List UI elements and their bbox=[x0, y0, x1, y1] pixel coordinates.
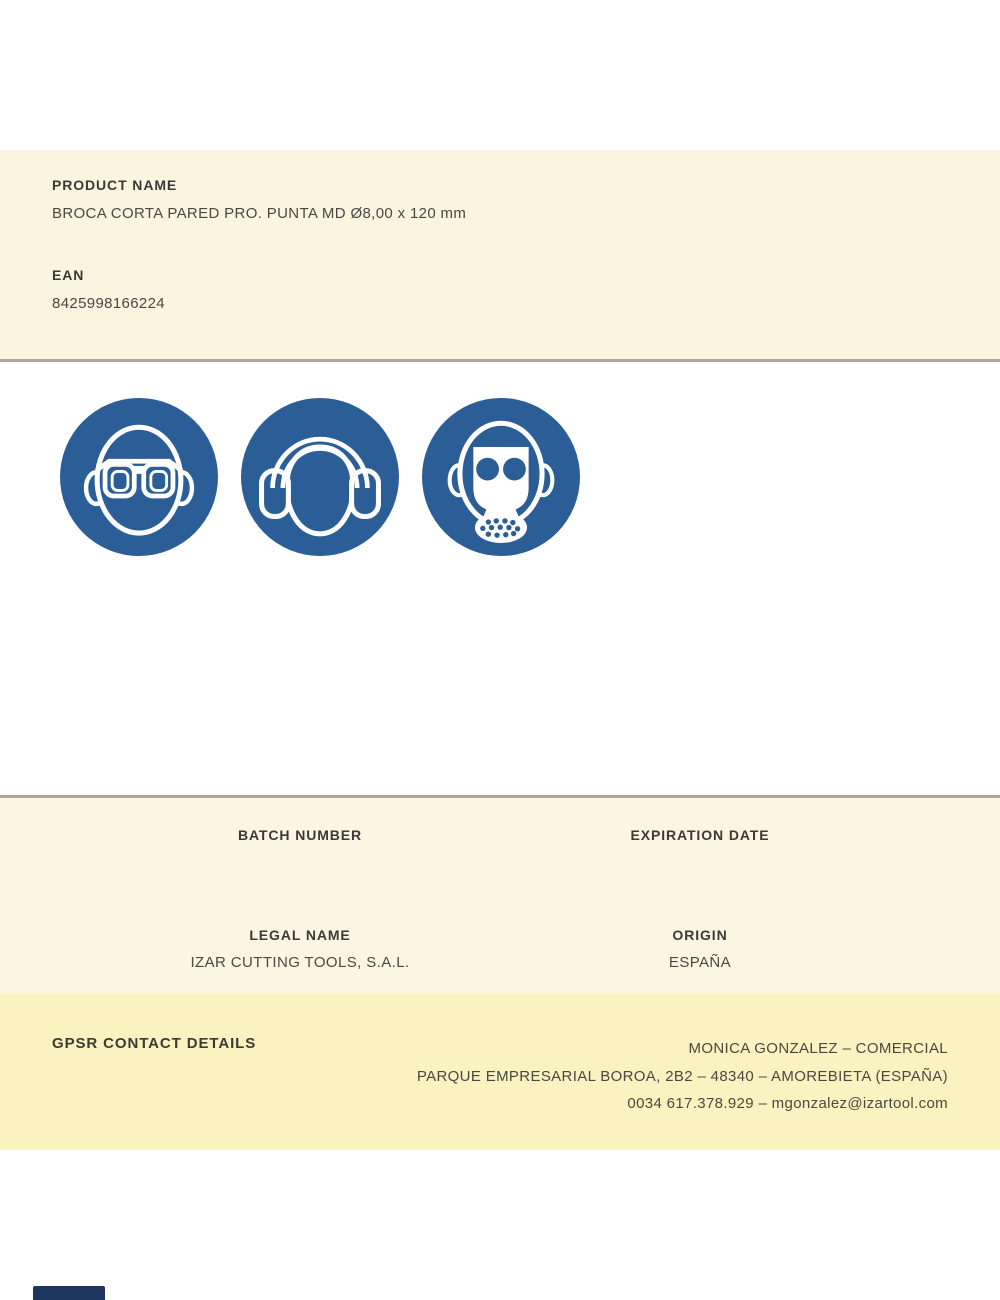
traceability-section bbox=[0, 795, 1000, 1022]
ean-label: EAN bbox=[52, 267, 85, 283]
legal-name-value: IZAR CUTTING TOOLS, S.A.L. bbox=[190, 954, 410, 971]
ean-value: 8425998166224 bbox=[52, 295, 165, 312]
gpsr-contact-block bbox=[417, 1035, 948, 1118]
ear-protection-icon bbox=[241, 398, 399, 556]
gpsr-contact-person: MONICA GONZALEZ – COMERCIAL bbox=[688, 1040, 948, 1057]
gpsr-contact-section bbox=[0, 993, 1000, 1150]
origin-label: ORIGIN bbox=[672, 927, 728, 943]
safety-icons-row bbox=[60, 398, 580, 556]
eye-protection-icon bbox=[60, 398, 218, 556]
product-info-section bbox=[0, 150, 1000, 362]
gpsr-contact-address: PARQUE EMPRESARIAL BOROA, 2B2 – 48340 – AMOREBIETA (ESPAÑA) bbox=[416, 1067, 948, 1085]
product-name-value: BROCA CORTA PARED PRO. PUNTA MD Ø8,00 x 120 mm bbox=[52, 205, 467, 222]
product-name-label: PRODUCT NAME bbox=[52, 177, 178, 193]
legal-name-label: LEGAL NAME bbox=[249, 927, 351, 943]
batch-number-label: BATCH NUMBER bbox=[237, 827, 363, 843]
izar-logo-partial bbox=[33, 1286, 105, 1300]
expiration-date-label: EXPIRATION DATE bbox=[630, 827, 770, 843]
origin-value: ESPAÑA bbox=[668, 954, 732, 971]
respiratory-protection-icon bbox=[422, 398, 580, 556]
gpsr-contact-phone-email: 0034 617.378.929 – mgonzalez@izartool.com bbox=[627, 1095, 948, 1112]
gpsr-contact-title: GPSR CONTACT DETAILS bbox=[52, 1035, 257, 1052]
